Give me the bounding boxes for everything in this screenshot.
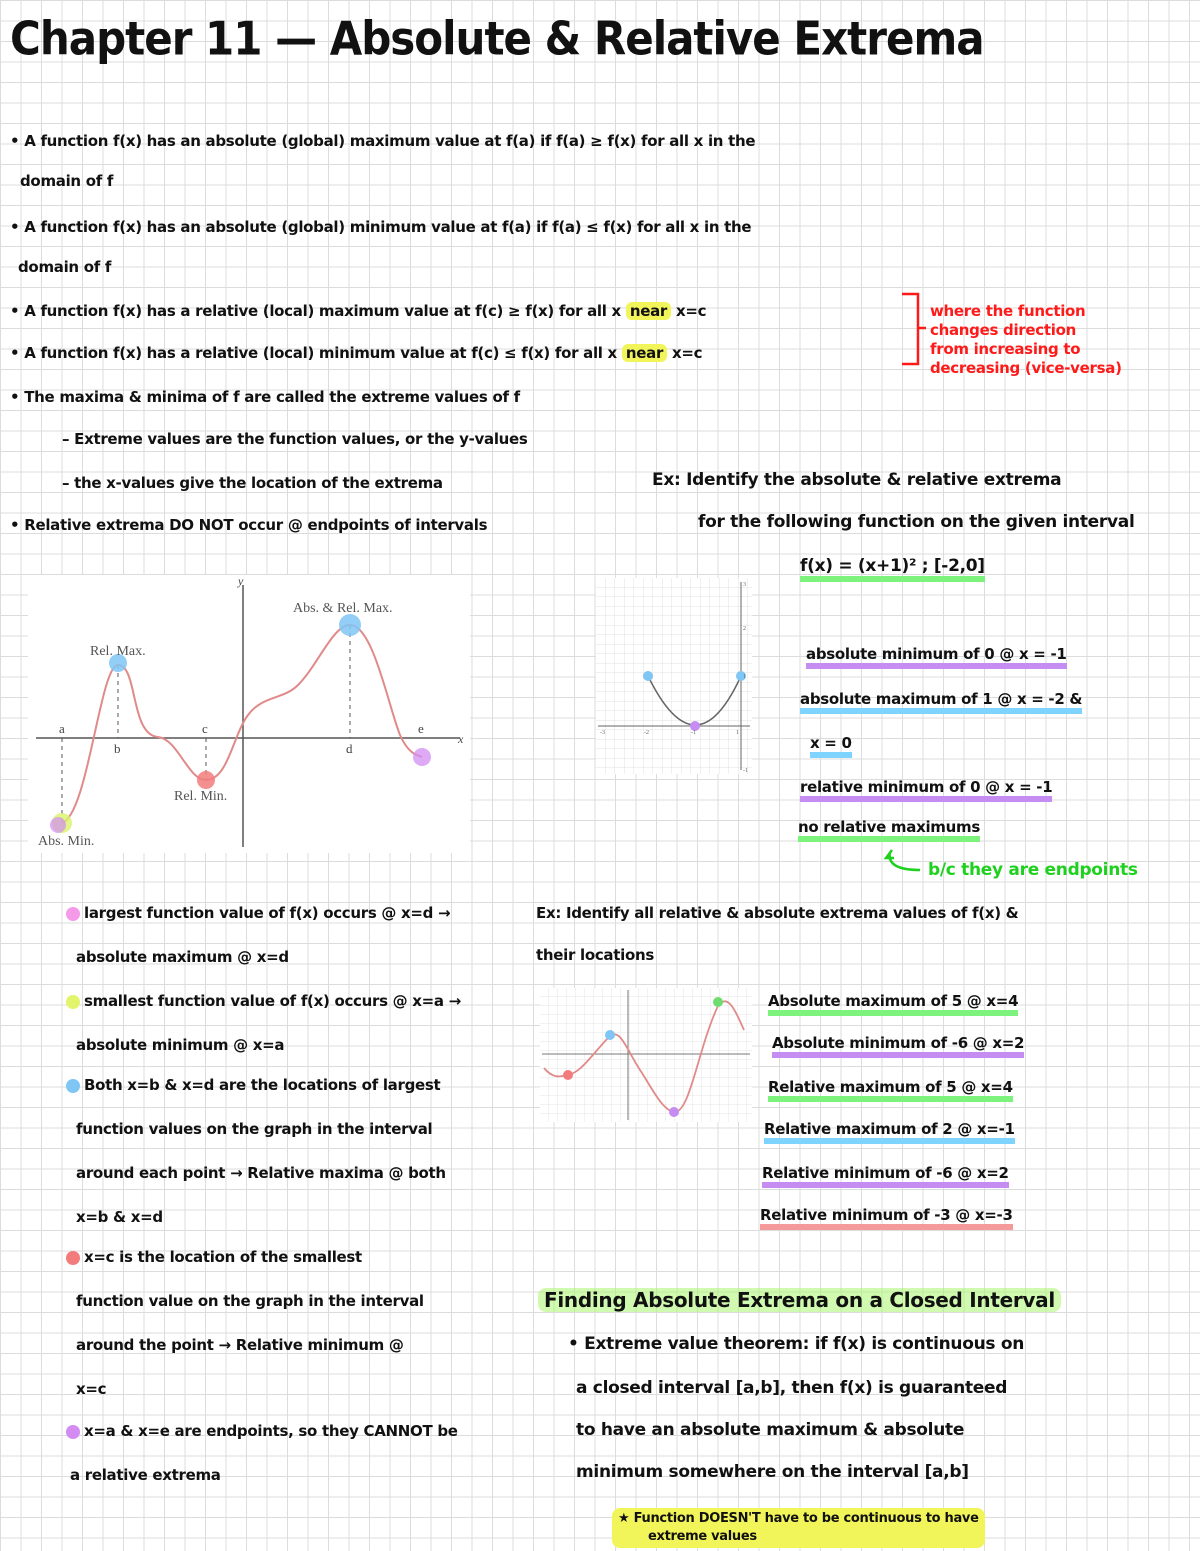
explain-rel-min [66,1248,362,1266]
endpoints-note: b/c they are endpoints [928,860,1138,880]
endpoint-max-marker [643,671,653,681]
graph-ex2 [540,988,752,1122]
explain-rel-max-2: function values on the graph in the interval [76,1120,433,1138]
ex2-heading-2: their locations [536,946,654,964]
bracket-icon [900,290,930,370]
rel-min-marker [563,1070,573,1080]
tick: -1 [691,730,696,736]
endpoint-marker [413,748,431,766]
ex1-heading: Ex: Identify the absolute & relative extrema [652,470,1062,490]
def-extreme-values: • The maxima & minima of f are called the extreme values of f [10,388,520,406]
ex1-answer-abs-min: absolute minimum of 0 @ x = -1 [806,645,1067,669]
def-rel-min-text: • A function f(x) has a relative (local) minimum value at f(c) ≤ f(x) for all x [10,344,617,362]
page-title: Chapter 11 — Absolute & Relative Extrema [10,11,984,66]
rel-max-label: Rel. Max. [90,644,146,659]
ex2-answer-rel-min-neg3: Relative minimum of -3 @ x=-3 [760,1206,1013,1230]
evt-line-2: a closed interval [a,b], then f(x) is guaranteed [576,1378,1008,1398]
tick-b: b [114,741,121,756]
abs-min-marker [669,1107,679,1117]
ex1-answer-abs-max: absolute maximum of 1 @ x = -2 & [800,690,1082,714]
explain-text: largest function value of f(x) occurs @ x=d → [84,904,451,922]
note-line: decreasing (vice-versa) [930,359,1122,377]
explain-abs-min [66,992,461,1010]
explain-abs-min-2: absolute minimum @ x=a [76,1036,285,1054]
def-rel-max-text: • A function f(x) has a relative (local) maximum value at f(c) ≥ f(x) for all x [10,302,621,320]
explain-endpoints-2: a relative extrema [70,1466,221,1484]
rel-max-marker [605,1030,615,1040]
red-dot-icon [66,1251,80,1265]
graph-parabola-panel [596,578,752,774]
yellow-dot-icon [66,995,80,1009]
ex2-answer-abs-max: Absolute maximum of 5 @ x=4 [768,992,1018,1016]
ex1-answer-rel-min: relative minimum of 0 @ x = -1 [800,778,1052,802]
explain-text: Both x=b & x=d are the locations of largest [84,1076,441,1094]
note-line: from increasing to [930,340,1081,358]
near-highlight: near [622,344,667,362]
tick-c: c [202,721,208,736]
ex1-answer-abs-max-2: x = 0 [810,734,852,758]
evt-line-3: to have an absolute maximum & absolute [576,1420,965,1440]
tick-e: e [418,721,424,736]
arrow-icon [880,848,930,878]
evt-line-4: minimum somewhere on the interval [a,b] [576,1462,969,1482]
def-abs-min: • A function f(x) has an absolute (global) minimum value at f(a) if f(a) ≤ f(x) for all x in the [10,218,752,236]
explain-abs-max-2: absolute maximum @ x=d [76,948,289,966]
ex1-heading-2: for the following function on the given interval [698,512,1135,532]
tick-d: d [346,741,353,756]
graph-parabola [596,578,752,774]
explain-endpoints [66,1422,458,1440]
note-line: where the function [930,302,1086,320]
def-rel-min [10,344,702,362]
ex2-answer-rel-max-neg1: Relative maximum of 2 @ x=-1 [764,1120,1015,1144]
endpoint-marker [50,817,66,833]
explain-abs-max [66,904,450,922]
graph-ex2-panel [540,988,752,1122]
note-y-values: – Extreme values are the function values, or the y-values [62,430,528,448]
ex2-answer-rel-max-4: Relative maximum of 5 @ x=4 [768,1078,1013,1102]
def-rel-max [10,302,706,320]
note-line: changes direction [930,321,1076,339]
explain-text: smallest function value of f(x) occurs @ x=a → [84,992,461,1010]
section-heading: Finding Absolute Extrema on a Closed Interval [538,1288,1061,1312]
tick: 3 [743,582,746,588]
explain-rel-max-3: around each point → Relative maxima @ both [76,1164,446,1182]
explain-text: x=c is the location of the smallest [84,1248,362,1266]
ex2-answer-abs-min: Absolute minimum of -6 @ x=2 [772,1034,1024,1058]
tick: -3 [600,730,605,736]
ex1-function: f(x) = (x+1)² ; [-2,0] [800,556,985,582]
abs-max-marker [713,997,723,1007]
note-line: ★ Function DOESN'T have to be continuous to have [618,1511,979,1526]
tick-a: a [59,721,65,736]
ex2-heading: Ex: Identify all relative & absolute extrema values of f(x) & [536,904,1019,922]
explain-rel-max [66,1076,440,1094]
abs-rel-max-label: Abs. & Rel. Max. [293,601,393,616]
evt-line-1: • Extreme value theorem: if f(x) is continuous on [568,1334,1025,1354]
graph-extrema [28,575,470,853]
ex2-answer-rel-min-2: Relative minimum of -6 @ x=2 [762,1164,1009,1188]
tick: -2 [644,730,649,736]
tick: -1 [743,768,748,774]
x-axis-label: x [458,732,464,746]
def-abs-min-domain: domain of f [18,258,112,276]
abs-max-marker [339,614,361,636]
explain-rel-min-4: x=c [76,1380,107,1398]
blue-dot-icon [66,1079,80,1093]
explain-text: x=a & x=e are endpoints, so they CANNOT be [84,1422,458,1440]
pink-dot-icon [66,907,80,921]
abs-min-label: Abs. Min. [38,834,95,849]
graph-extrema-panel [28,575,470,853]
near-highlight: near [626,302,671,320]
tick: 1 [736,730,739,736]
rel-min-marker [197,771,215,789]
rel-min-label: Rel. Min. [174,789,228,804]
purple-dot-icon [66,1425,80,1439]
direction-note [930,302,1122,378]
def-abs-max: • A function f(x) has an absolute (global) maximum value at f(a) if f(a) ≥ f(x) for all x in the [10,132,756,150]
def-rel-max-x: x=c [675,302,707,320]
y-axis-label: y [238,575,244,588]
tick: 2 [743,626,746,632]
note-x-values: – the x-values give the location of the extrema [62,474,443,492]
note-line: extreme values [648,1529,757,1544]
explain-rel-max-4: x=b & x=d [76,1208,163,1226]
ex1-answer-no-rel-max: no relative maximums [798,818,980,842]
note-endpoints: • Relative extrema DO NOT occur @ endpoints of intervals [10,516,488,534]
explain-rel-min-2: function value on the graph in the interval [76,1292,424,1310]
explain-rel-min-3: around the point → Relative minimum @ [76,1336,404,1354]
def-rel-min-x: x=c [671,344,703,362]
tick: 1 [743,674,746,680]
def-abs-max-domain: domain of f [20,172,114,190]
continuity-note [612,1508,985,1548]
